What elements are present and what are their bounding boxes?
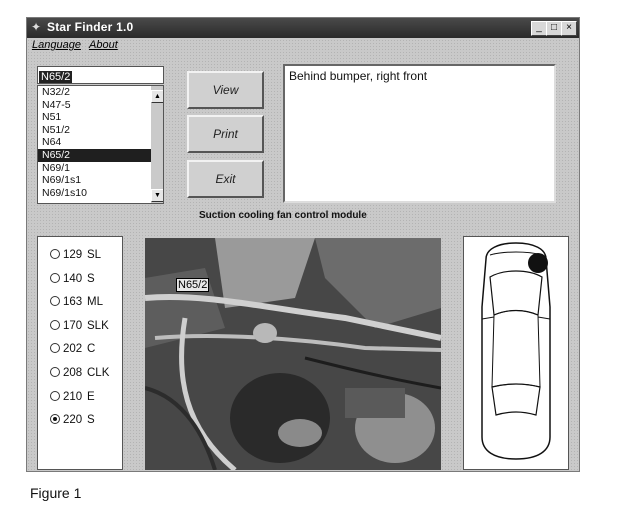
location-text: Behind bumper, right front (289, 69, 428, 83)
model-code: 220 (63, 414, 83, 427)
radio-button-icon[interactable] (50, 320, 60, 330)
model-code: 140 (63, 272, 83, 285)
model-name: CLK (87, 367, 110, 379)
model-name: S (87, 414, 95, 427)
model-radio-140[interactable] (50, 273, 95, 285)
radio-button-icon[interactable] (50, 391, 60, 401)
component-photo (145, 238, 441, 470)
model-code: 202 (63, 343, 83, 356)
model-name: SLK (87, 319, 109, 332)
list-item[interactable]: N32/2 (42, 86, 71, 98)
engine-bay-image (145, 238, 441, 470)
model-name: S (87, 272, 95, 285)
model-radio-220[interactable] (50, 414, 95, 426)
maximize-button[interactable]: □ (546, 21, 562, 36)
component-search-input[interactable] (37, 66, 164, 84)
print-button[interactable]: Print (187, 115, 264, 153)
search-value: N65/2 (41, 71, 71, 83)
model-code: 208 (63, 367, 83, 379)
view-button[interactable]: View (187, 71, 264, 109)
model-radio-129[interactable] (50, 249, 101, 261)
menu-language[interactable]: Language (32, 39, 81, 51)
menu-bar (27, 38, 579, 54)
list-item[interactable]: N51 (42, 111, 62, 124)
scroll-up-icon[interactable]: ▲ (151, 90, 164, 103)
title-bar[interactable] (27, 18, 579, 38)
model-code: 170 (63, 319, 83, 332)
model-name: ML (87, 296, 103, 309)
component-listbox[interactable] (37, 85, 164, 204)
list-scrollbar[interactable] (151, 86, 163, 203)
menu-about[interactable]: About (89, 39, 118, 51)
model-radio-208[interactable] (50, 367, 109, 379)
list-item[interactable]: N51/2 (42, 123, 71, 136)
model-name: C (87, 343, 96, 356)
close-button[interactable]: × (561, 21, 577, 36)
model-radio-163[interactable] (50, 296, 103, 308)
exit-button[interactable]: Exit (187, 160, 264, 198)
star-icon: ✦ (31, 20, 42, 34)
radio-button-icon[interactable] (50, 273, 60, 283)
model-name: E (87, 390, 95, 403)
model-name: SL (87, 249, 102, 261)
app-window (26, 17, 580, 472)
figure-caption: Figure 1 (30, 485, 82, 501)
location-description (283, 64, 556, 203)
radio-button-icon[interactable] (50, 249, 60, 259)
radio-button-icon[interactable] (50, 367, 60, 377)
list-item[interactable]: N64 (42, 136, 62, 149)
car-topview-icon (464, 237, 568, 469)
list-item[interactable]: N65/2 (38, 149, 163, 162)
model-radio-210[interactable] (50, 391, 95, 403)
photo-callout-label: N65/2 (178, 279, 208, 291)
vehicle-location-diagram (463, 236, 569, 470)
list-item[interactable]: N47-5 (42, 98, 71, 111)
model-radio-group (37, 236, 123, 470)
list-item[interactable]: N69/1s1 (42, 174, 82, 187)
list-item[interactable]: N69/1s10 (42, 186, 87, 199)
window-title: Star Finder 1.0 (47, 20, 134, 34)
component-caption: Suction cooling fan control module (199, 210, 367, 221)
model-radio-202[interactable] (50, 343, 95, 355)
model-code: 163 (63, 296, 83, 309)
model-code: 129 (63, 249, 83, 261)
model-code: 210 (63, 390, 83, 403)
radio-button-icon[interactable] (50, 296, 60, 306)
model-radio-170[interactable] (50, 320, 109, 332)
scroll-down-icon[interactable]: ▼ (151, 189, 164, 202)
radio-button-icon[interactable] (50, 343, 60, 353)
minimize-button[interactable]: _ (531, 21, 547, 36)
list-item[interactable]: N69/1 (42, 161, 71, 174)
radio-button-icon[interactable] (50, 414, 60, 424)
